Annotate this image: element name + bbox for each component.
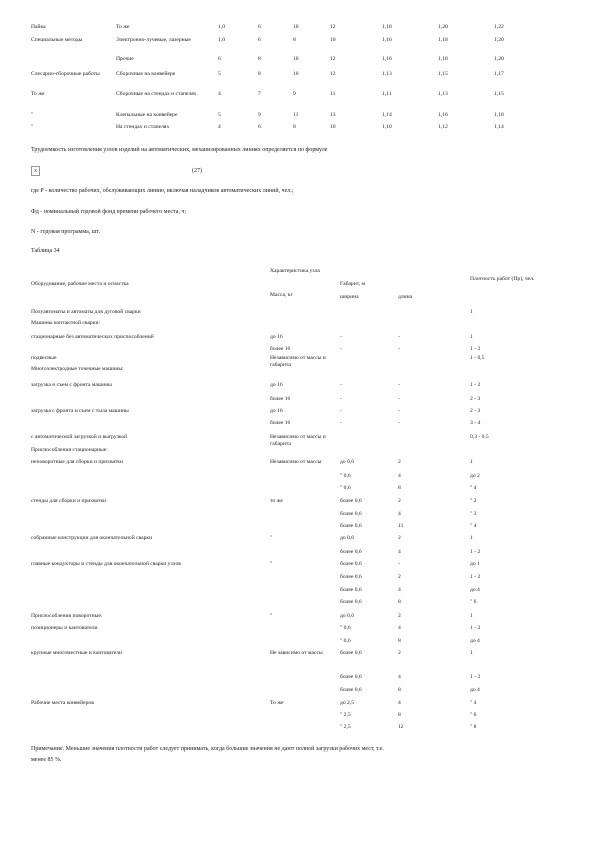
table-cell: 1 (470, 613, 473, 619)
table-cell: 12 (398, 724, 404, 730)
top-table-cell: 8 (293, 124, 296, 130)
table-cell: 2 (398, 535, 401, 541)
top-table-cell: 1,16 (382, 56, 392, 62)
table-cell: до 2 (470, 473, 480, 479)
table-cell: более 0,6 (340, 511, 362, 517)
para-n: N - годовая программа, шт. (31, 229, 101, 235)
top-table-cell: 13 (330, 112, 336, 118)
para-p: где Р - количество рабочих, обслуживающих линию, включая наладчиков автоматических линий, чел.; (31, 188, 294, 194)
table-cell: 4 (398, 511, 401, 517)
table-cell: более 16 (270, 346, 291, 352)
top-table-cell: 10 (293, 71, 299, 77)
table-cell: 1 - 2 (470, 674, 481, 680)
top-table-cell: 1,16 (438, 112, 448, 118)
table-cell: 1 - 2 (470, 549, 481, 555)
top-table-cell: 1,0 (218, 37, 225, 43)
table-cell: 1 - 2 (470, 382, 481, 388)
table-cell: 8 (398, 687, 401, 693)
table-cell: 2 (398, 650, 401, 656)
table-cell: стенды для сборки и прихватки (31, 498, 107, 504)
top-table-cell: 11 (330, 91, 336, 97)
table-cell: " 4 (470, 485, 477, 491)
table-cell: 4 (398, 700, 401, 706)
table-cell: Машины контактной сварки: (31, 320, 100, 326)
header-equipment: Оборудование, рабочие места и оснастка (31, 281, 129, 287)
table-cell: более 0,6 (340, 650, 362, 656)
table-cell: 1 (470, 650, 473, 656)
formula-number: (27) (192, 168, 202, 174)
table-cell: - (398, 382, 400, 388)
table-cell: - (340, 396, 342, 402)
top-table-cell: 1,17 (494, 71, 504, 77)
table-cell: Приспособления стационарные: (31, 447, 108, 453)
top-table-cell: 1,20 (438, 24, 448, 30)
table-cell: - (398, 420, 400, 426)
top-table-cell: 1,20 (494, 56, 504, 62)
para-fd: Фд - номинальный годовой фонд времени рабочего места, ч; (31, 209, 187, 215)
top-table-cell: Прочие (116, 56, 134, 62)
top-table-cell: 1,15 (438, 71, 448, 77)
table-cell: " 6 (470, 712, 477, 718)
table-cell: " 6 (470, 599, 477, 605)
top-table-cell: 10 (330, 124, 336, 130)
table-cell: более 0,6 (340, 549, 362, 555)
table-cell: до 0,6 (340, 613, 355, 619)
table-cell: более 0,6 (340, 498, 362, 504)
table-cell: " 2,5 (340, 712, 351, 718)
table-cell: 2 - 3 (470, 396, 481, 402)
table-cell: - (340, 346, 342, 352)
table-cell: до 4 (470, 587, 480, 593)
header-density: Плотность работ (Пр), чел. (470, 276, 535, 282)
table-cell: 8 (398, 712, 401, 718)
note-line-2: менее 85 %. (31, 757, 62, 763)
table-cell: - (340, 334, 342, 340)
table-cell: " 0,6 (340, 473, 351, 479)
table-cell: 8 (398, 638, 401, 644)
top-table-cell: 1,18 (438, 37, 448, 43)
table-cell: то же (270, 498, 283, 504)
table-cell: 1 - 0,5 (470, 355, 485, 361)
table-cell: до 16 (270, 382, 283, 388)
top-table-cell: 10 (293, 56, 299, 62)
top-table-cell: Пайка (31, 24, 46, 30)
top-table-cell: 1,18 (382, 24, 392, 30)
table-cell: " 0,6 (340, 638, 351, 644)
table-cell: 2 (398, 613, 401, 619)
header-length: длина (398, 294, 413, 300)
table-cell: 1 - 2 (470, 574, 481, 580)
top-table-cell: Слесарно-сборочные работы (31, 71, 100, 77)
top-table-cell: 1,16 (382, 37, 392, 43)
header-width: ширина (340, 294, 359, 300)
table-cell: - (340, 408, 342, 414)
table-cell: более 0,6 (340, 687, 362, 693)
table-cell: неповоротные для сборки и прихватки (31, 459, 124, 465)
table-cell: 4 (398, 473, 401, 479)
table-cell: - (340, 420, 342, 426)
table-cell: более 0,6 (340, 523, 362, 529)
top-table-cell: Клепальные на конвейере (116, 112, 178, 118)
table-cell: - (398, 334, 400, 340)
table-cell: 1 (470, 309, 473, 315)
top-table-cell: 12 (330, 71, 336, 77)
top-table-cell: То же (116, 24, 130, 30)
table-cell: 0,3 - 0,5 (470, 434, 489, 440)
top-table-cell: 1,12 (438, 124, 448, 130)
top-table-cell: 1,20 (494, 37, 504, 43)
top-table-cell: 1,18 (494, 112, 504, 118)
table-cell: до 4 (470, 638, 480, 644)
table-cell: более 0,6 (340, 561, 362, 567)
table-cell: - (398, 561, 400, 567)
table-cell: 1 (470, 334, 473, 340)
table-cell: 4 (398, 625, 401, 631)
top-table-cell: 12 (330, 24, 336, 30)
formula-intro: Трудоемкость изготовления узлов изделий на автоматических, механизированных линиях определяется по формуле (31, 147, 328, 153)
table-cell: 2 (398, 498, 401, 504)
top-table-cell: 10 (293, 24, 299, 30)
table-cell: более 16 (270, 420, 291, 426)
table-cell: 2 (398, 574, 401, 580)
table-cell: с автоматической загрузкой и выгрузкой (31, 434, 128, 440)
top-table-cell: 8 (258, 56, 261, 62)
table-cell: " 0,6 (340, 625, 351, 631)
top-table-cell: 1,14 (494, 124, 504, 130)
table-cell: Независимо от массы и габарита (270, 355, 326, 368)
top-table-cell: 1,13 (382, 71, 392, 77)
table-cell: " (270, 613, 273, 619)
top-table-cell: 1,18 (438, 56, 448, 62)
table-cell: до 2,5 (340, 700, 355, 706)
top-table-cell: 8 (293, 37, 296, 43)
table-cell: более 0,6 (340, 599, 362, 605)
table-cell: 3 - 4 (470, 420, 481, 426)
table-cell: " 8 (470, 724, 477, 730)
table-cell: 2 - 3 (470, 408, 481, 414)
table-cell: - (398, 346, 400, 352)
top-table-cell: 1,13 (438, 91, 448, 97)
table-cell: 1 - 2 (470, 346, 481, 352)
table-cell: " 2,5 (340, 724, 351, 730)
top-table-cell: 1,15 (494, 91, 504, 97)
table-cell: более 16 (270, 396, 291, 402)
table-cell: - (398, 408, 400, 414)
table-cell: Рабочие места конвейеров (31, 700, 94, 706)
top-table-cell: 1,10 (382, 124, 392, 130)
table-cell: позиционеры и кантователи (31, 625, 98, 631)
top-table-cell: 9 (293, 91, 296, 97)
table-cell: до 16 (270, 408, 283, 414)
top-table-cell: 6 (258, 24, 261, 30)
table-cell: крупные многоместные и кантователи (31, 650, 123, 656)
table-cell: " 4 (470, 700, 477, 706)
table-cell: стационарные без автоматических приспособлений (31, 334, 154, 340)
table-cell: загрузка с фронта и съем с тыла машины (31, 408, 129, 414)
broken-image-icon: x (31, 166, 40, 176)
top-table-cell: " (31, 112, 34, 118)
top-table-cell: " (31, 124, 34, 130)
top-table-cell: 9 (258, 112, 261, 118)
table-cell: до 0,6 (340, 535, 355, 541)
top-table-cell: 5 (218, 112, 221, 118)
table-cell: 2 (398, 459, 401, 465)
table-cell: главные кондукторы и стенды для окончательной сварки узлов (31, 561, 181, 567)
table-cell: до 4 (470, 687, 480, 693)
table-cell: до 1 (470, 561, 480, 567)
table-cell: - (340, 382, 342, 388)
top-table-cell: 6 (258, 124, 261, 130)
table-cell: То же (270, 700, 284, 706)
table-cell: " 3 (470, 511, 477, 517)
table-cell: " (270, 535, 273, 541)
table-cell: Многоэлектродные точечные машины: (31, 366, 124, 372)
header-characteristic: Характеристика узла (270, 268, 320, 274)
table-title: Таблица 34 (31, 248, 60, 254)
top-table-cell: 5 (218, 71, 221, 77)
table-cell: 4 (398, 587, 401, 593)
table-cell: 11 (398, 523, 404, 529)
top-table-cell: 8 (258, 71, 261, 77)
note-line-1: Примечание. Меньшие значения плотности работ следует принимать, когда большие значения не дают полной загрузки рабочих мест, т.е. (31, 746, 384, 752)
top-table-cell: 1,11 (382, 91, 392, 97)
table-cell: 8 (398, 485, 401, 491)
table-cell: 1 (470, 459, 473, 465)
table-cell: более 0,6 (340, 674, 362, 680)
table-cell: " 2 (470, 498, 477, 504)
table-cell: Не зависимо от массы (270, 650, 323, 656)
table-cell: до 16 (270, 334, 283, 340)
top-table-cell: 1,22 (494, 24, 504, 30)
table-cell: - (398, 396, 400, 402)
top-table-cell: 6 (218, 56, 221, 62)
table-cell: 4 (398, 674, 401, 680)
top-table-cell: Сборочные на конвейере (116, 71, 176, 77)
table-cell: подвесные (31, 355, 57, 361)
top-table-cell: 4 (218, 91, 221, 97)
table-cell: 4 (398, 549, 401, 555)
top-table-cell: 1,0 (218, 24, 225, 30)
top-table-cell: 11 (293, 112, 299, 118)
table-cell: Независимо от массы и габарита (270, 434, 326, 447)
top-table-cell: 6 (258, 37, 261, 43)
top-table-cell: Электронно-лучевые, лазерные (116, 37, 191, 43)
table-cell: Полуавтоматы и автоматы для дуговой сварки (31, 309, 141, 315)
header-gabarit: Габарит, м (340, 281, 366, 287)
table-cell: " 0,6 (340, 485, 351, 491)
header-mass: Масса, кг (270, 292, 293, 298)
table-cell: загрузка и съем с фронта машины (31, 382, 112, 388)
top-table-cell: На стендах и стапелях (116, 124, 170, 130)
table-cell: 8 (398, 599, 401, 605)
top-table-cell: Сборочные на стендах и стапелях (116, 91, 197, 97)
top-table-cell: 7 (258, 91, 261, 97)
top-table-cell: 1,14 (382, 112, 392, 118)
table-cell: собранные конструкции для окончательной сварки (31, 535, 153, 541)
table-cell: " (270, 561, 273, 567)
table-cell: " 4 (470, 523, 477, 529)
table-cell: более 0,6 (340, 574, 362, 580)
table-cell: 1 (470, 535, 473, 541)
table-cell: 1 - 2 (470, 625, 481, 631)
top-table-cell: 4 (218, 124, 221, 130)
top-table-cell: 12 (330, 56, 336, 62)
top-table-cell: Специальные методы (31, 37, 83, 43)
table-cell: Приспособления поворотные: (31, 613, 103, 619)
top-table-cell: То же (31, 91, 45, 97)
table-cell: Независимо от массы (270, 459, 322, 465)
table-cell: до 0,6 (340, 459, 355, 465)
top-table-cell: 10 (330, 37, 336, 43)
table-cell: более 0,6 (340, 587, 362, 593)
